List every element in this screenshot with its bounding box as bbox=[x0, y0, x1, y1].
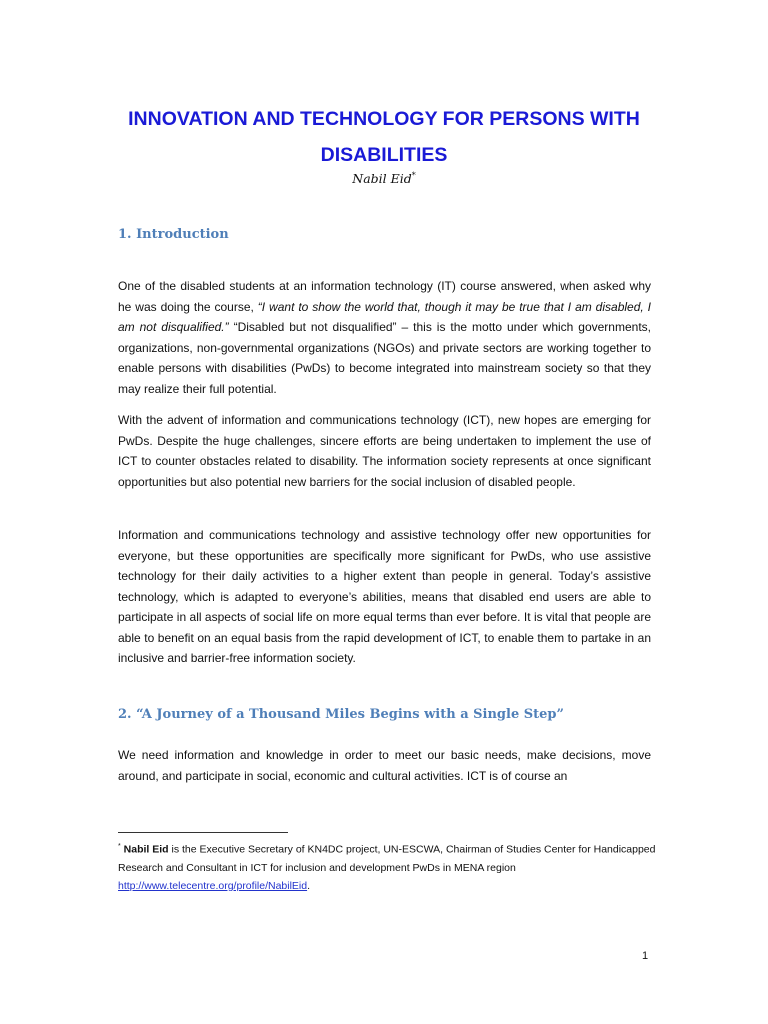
footnote-divider bbox=[118, 832, 288, 833]
document-title: INNOVATION AND TECHNOLOGY FOR PERSONS WITH DISABILITIES bbox=[128, 108, 640, 166]
footnote-profile-link[interactable]: http://www.telecentre.org/profile/NabilEid bbox=[118, 879, 308, 892]
footnote bbox=[118, 838, 658, 895]
paragraph-1-quote: “I want to show the world that, though it may be true that I am disabled, I am not disqualified.” bbox=[118, 299, 651, 334]
page-number: 1 bbox=[642, 950, 649, 962]
paragraph-3: Information and communications technology and assistive technology offer new opportunities for everyone, but these opportunities are specifically more significant for PwDs, who use assistive technology for their daily activities to a higher extent than people in general. Today’s assistive technology, which is adapted to everyone’s abilities, means that disabled end users are able to participate in all aspects of social life on more equal terms than ever before. It is vital that people are able to benefit on an equal basis from the rapid development of ICT, to enable them to partake in an inclusive and barrier-free information society. bbox=[118, 528, 651, 665]
paragraph-2: With the advent of information and communications technology (ICT), new hopes are emerging for PwDs. Despite the huge challenges, sincere efforts are being undertaken to implement the use of ICT to counter obstacles related to disability. The information society represents at once significant opportunities but also potential new barriers for the social inclusion of disabled people. bbox=[118, 413, 651, 489]
author-name: Nabil Eid bbox=[352, 171, 412, 187]
section-heading-introduction: 1. Introduction bbox=[118, 227, 229, 242]
footnote-author-name: Nabil Eid bbox=[123, 843, 169, 856]
author-line bbox=[0, 171, 768, 186]
footnote-marker: * bbox=[118, 843, 121, 850]
footnote-text: is the Executive Secretary of KN4DC project, UN-ESCWA, Chairman of Studies Center for Handicapped Research and Consultant in ICT for inclusion and development PwDs in MENA region bbox=[118, 843, 656, 874]
author-footnote-marker: * bbox=[411, 171, 416, 180]
section-heading-journey: 2. “A Journey of a Thousand Miles Begins with a Single Step” bbox=[118, 707, 564, 722]
paragraph-1 bbox=[118, 276, 651, 399]
paragraph-1-text-a: One of the disabled students at an information technology (IT) course answered, when asked why he was doing the course, bbox=[118, 279, 651, 314]
paragraph-4: We need information and knowledge in order to meet our basic needs, make decisions, move around, and participate in social, economic and cultural activities. ICT is of course an bbox=[118, 748, 651, 783]
footnote-link-suffix: . bbox=[307, 879, 311, 892]
paragraph-1-text-b: “Disabled but not disqualified” – this is the motto under which governments, organizations, non-governmental organizations (NGOs) and private sectors are working together to enable persons with disabilities (PwDs) to become integrated into mainstream society so that they may realize their full potential. bbox=[118, 320, 651, 396]
